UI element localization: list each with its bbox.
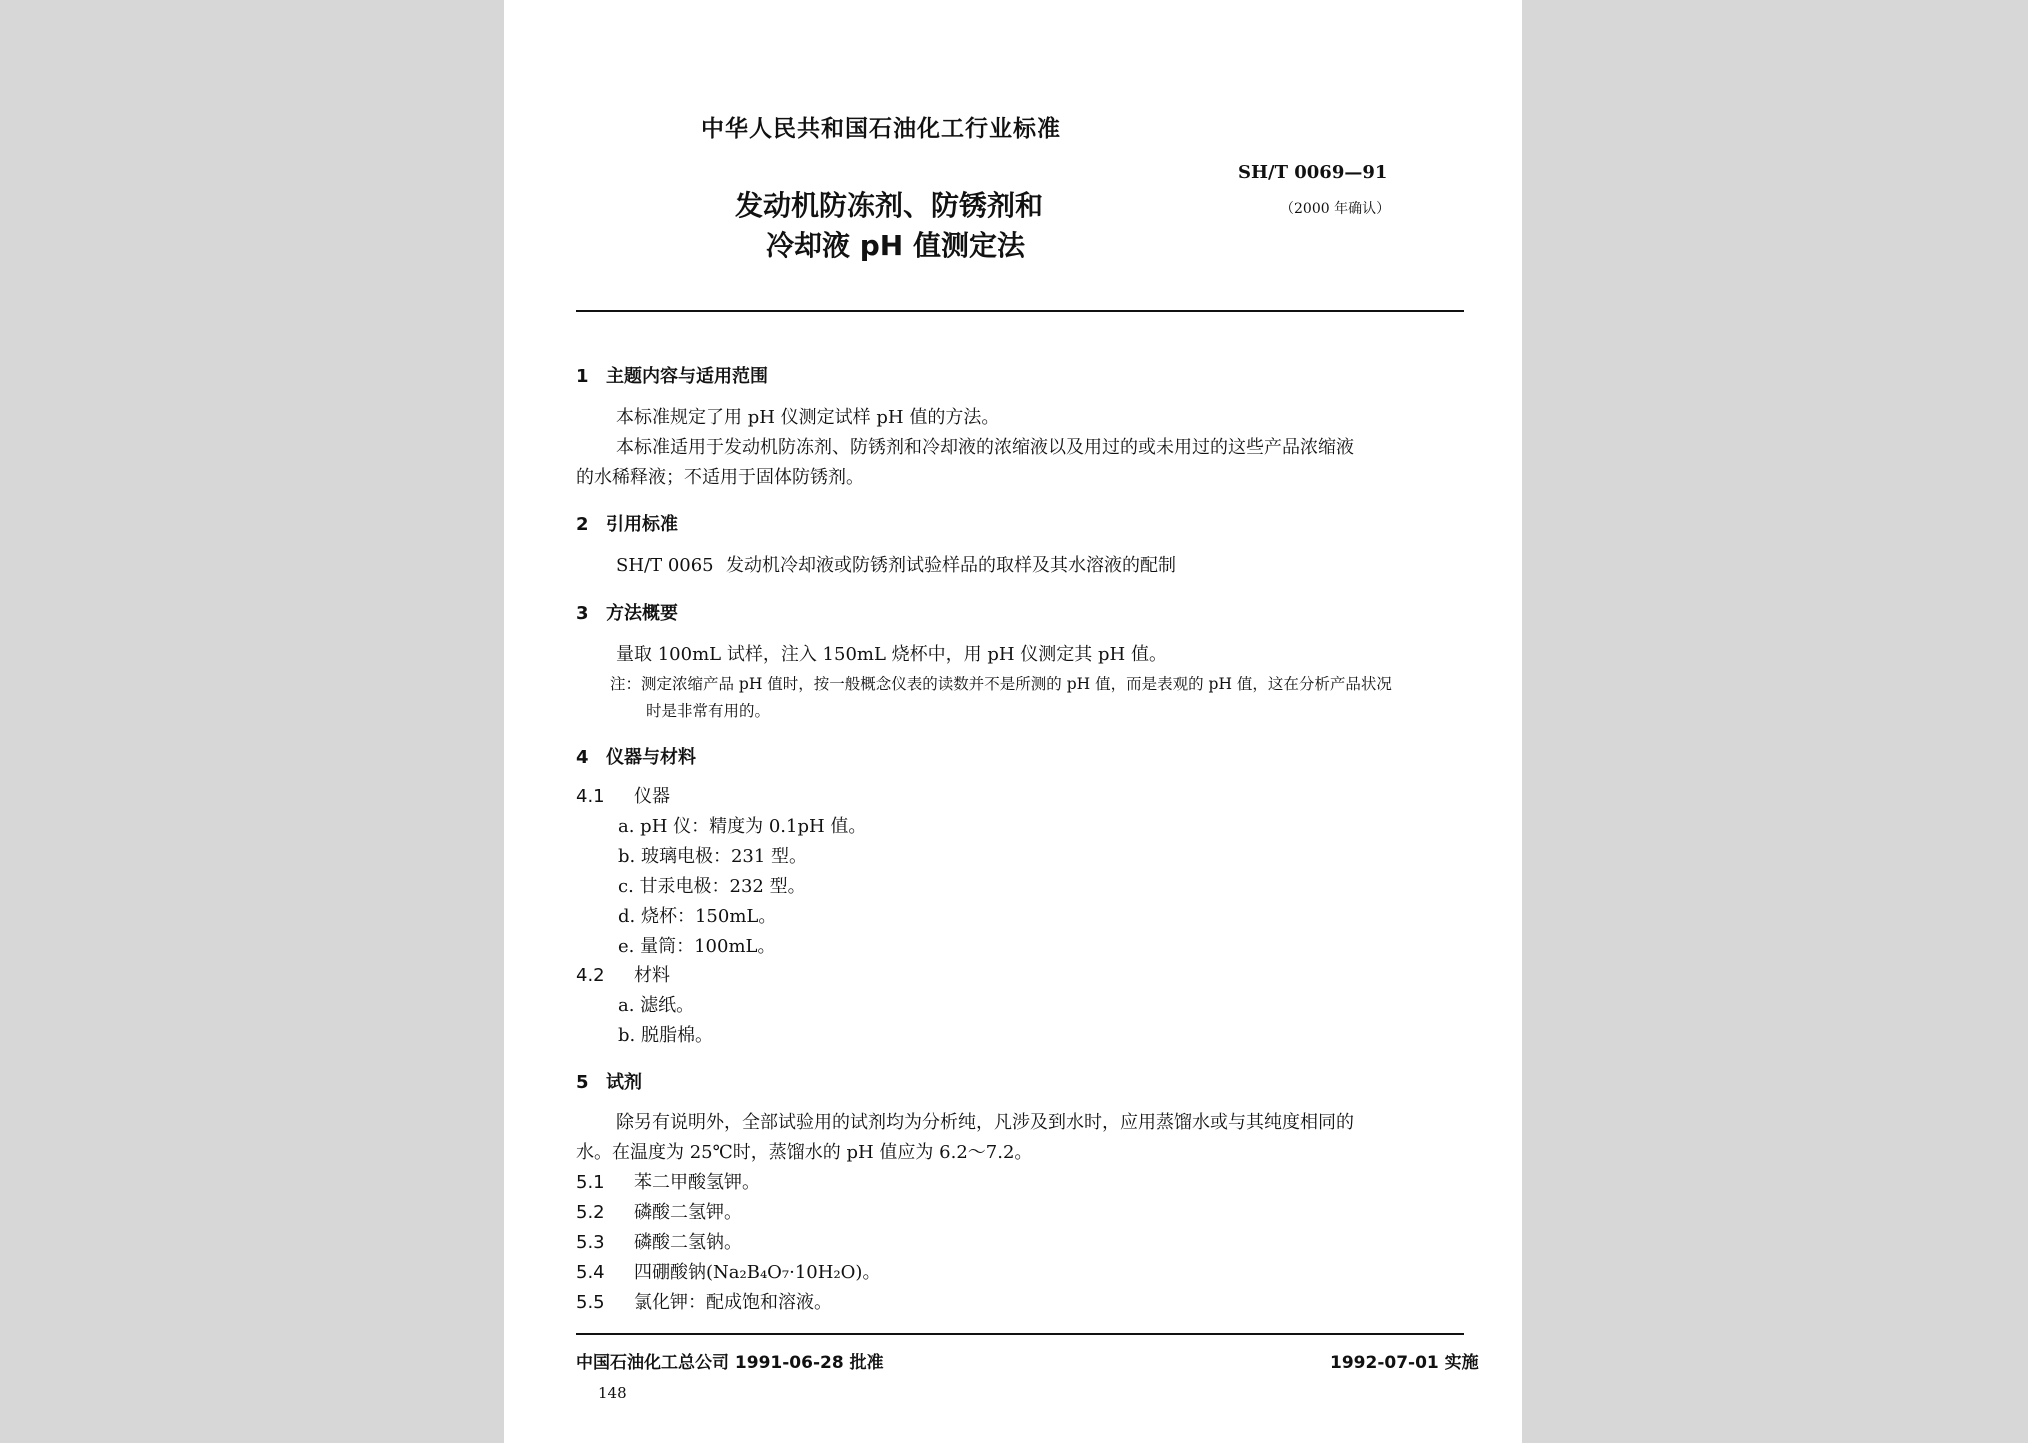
- section-number: 5: [576, 1072, 589, 1093]
- reagent-item: [576, 1198, 742, 1228]
- list-item: e. 量筒：100mL。: [618, 936, 776, 957]
- reagent-item: [576, 1288, 832, 1318]
- section-title: 仪器与材料: [606, 747, 696, 768]
- document-page: [504, 0, 1522, 1443]
- standard-org-heading: 中华人民共和国石油化工行业标准: [701, 116, 1061, 142]
- standard-code: SH/T 0069—91: [1238, 162, 1388, 183]
- section-number: 3: [576, 603, 589, 624]
- reagent-number: 5.3: [576, 1232, 605, 1253]
- reagent-number: 5.1: [576, 1172, 605, 1193]
- section-1-heading: [576, 362, 768, 388]
- reference-code: SH/T 0065: [616, 555, 714, 576]
- confirmation-year: （2000 年确认）: [1280, 201, 1391, 217]
- section-number: 2: [576, 514, 589, 535]
- section-1-paragraph-2: 本标准适用于发动机防冻剂、防锈剂和冷却液的浓缩液以及用过的或未用过的这些产品浓缩液: [616, 437, 1354, 458]
- section-5-paragraph-cont: 水。在温度为 25℃时，蒸馏水的 pH 值应为 6.2～7.2。: [576, 1142, 1033, 1163]
- section-2-heading: [576, 510, 678, 536]
- document-title-line2: 冷却液 pH 值测定法: [766, 229, 1025, 262]
- header-divider: [576, 310, 1464, 312]
- section-title: 主题内容与适用范围: [606, 366, 768, 387]
- section-title: 试剂: [606, 1072, 642, 1093]
- reagent-text: 氯化钾：配成饱和溶液。: [634, 1292, 832, 1313]
- section-1-paragraph-2-cont: 的水稀释液；不适用于固体防锈剂。: [576, 467, 864, 488]
- list-item: b. 玻璃电极：231 型。: [618, 846, 808, 867]
- reagent-text: 苯二甲酸氢钾。: [634, 1172, 760, 1193]
- reagent-text: 磷酸二氢钠。: [634, 1232, 742, 1253]
- reference-entry: [616, 551, 1176, 581]
- subsection-4-2-heading: [576, 961, 670, 991]
- section-3-heading: [576, 599, 678, 625]
- reagent-item: [576, 1168, 760, 1198]
- footer-divider: [576, 1333, 1464, 1335]
- section-3-note: 注：测定浓缩产品 pH 值时，按一般概念仪表的读数并不是所测的 pH 值，而是表观的 pH 值，这在分析产品状况: [610, 675, 1392, 693]
- list-item: c. 甘汞电极：232 型。: [618, 876, 806, 897]
- list-item: b. 脱脂棉。: [618, 1025, 713, 1046]
- list-item: a. 滤纸。: [618, 995, 695, 1016]
- list-item: a. pH 仪：精度为 0.1pH 值。: [618, 816, 867, 837]
- implementation-date: 1992-07-01 实施: [1330, 1353, 1479, 1373]
- section-3-note-cont: 时是非常有用的。: [646, 702, 771, 720]
- reagent-item: [576, 1258, 880, 1288]
- reagent-item: [576, 1228, 742, 1258]
- subsection-title: 材料: [634, 965, 670, 986]
- section-title: 引用标准: [606, 514, 678, 535]
- reagent-number: 5.5: [576, 1292, 605, 1313]
- page-number: 148: [598, 1384, 627, 1402]
- section-3-paragraph: 量取 100mL 试样，注入 150mL 烧杯中，用 pH 仪测定其 pH 值。: [616, 644, 1167, 665]
- subsection-number: 4.2: [576, 965, 605, 986]
- section-4-heading: [576, 743, 696, 769]
- subsection-title: 仪器: [634, 786, 670, 807]
- section-1-paragraph-1: 本标准规定了用 pH 仪测定试样 pH 值的方法。: [616, 407, 1000, 428]
- subsection-4-1-heading: [576, 782, 670, 812]
- approval-line: 中国石油化工总公司 1991-06-28 批准: [576, 1353, 884, 1373]
- reagent-text: 磷酸二氢钾。: [634, 1202, 742, 1223]
- section-number: 4: [576, 747, 589, 768]
- section-5-heading: [576, 1068, 642, 1094]
- subsection-number: 4.1: [576, 786, 605, 807]
- reagent-text: 四硼酸钠(Na₂B₄O₇·10H₂O)。: [634, 1262, 881, 1283]
- section-number: 1: [576, 366, 589, 387]
- list-item: d. 烧杯：150mL。: [618, 906, 777, 927]
- section-5-paragraph: 除另有说明外，全部试验用的试剂均为分析纯，凡涉及到水时，应用蒸馏水或与其纯度相同的: [616, 1112, 1354, 1133]
- reagent-number: 5.4: [576, 1262, 605, 1283]
- reagent-number: 5.2: [576, 1202, 605, 1223]
- document-title-line1: 发动机防冻剂、防锈剂和: [735, 189, 1044, 222]
- reference-title: 发动机冷却液或防锈剂试验样品的取样及其水溶液的配制: [726, 555, 1176, 576]
- section-title: 方法概要: [606, 603, 678, 624]
